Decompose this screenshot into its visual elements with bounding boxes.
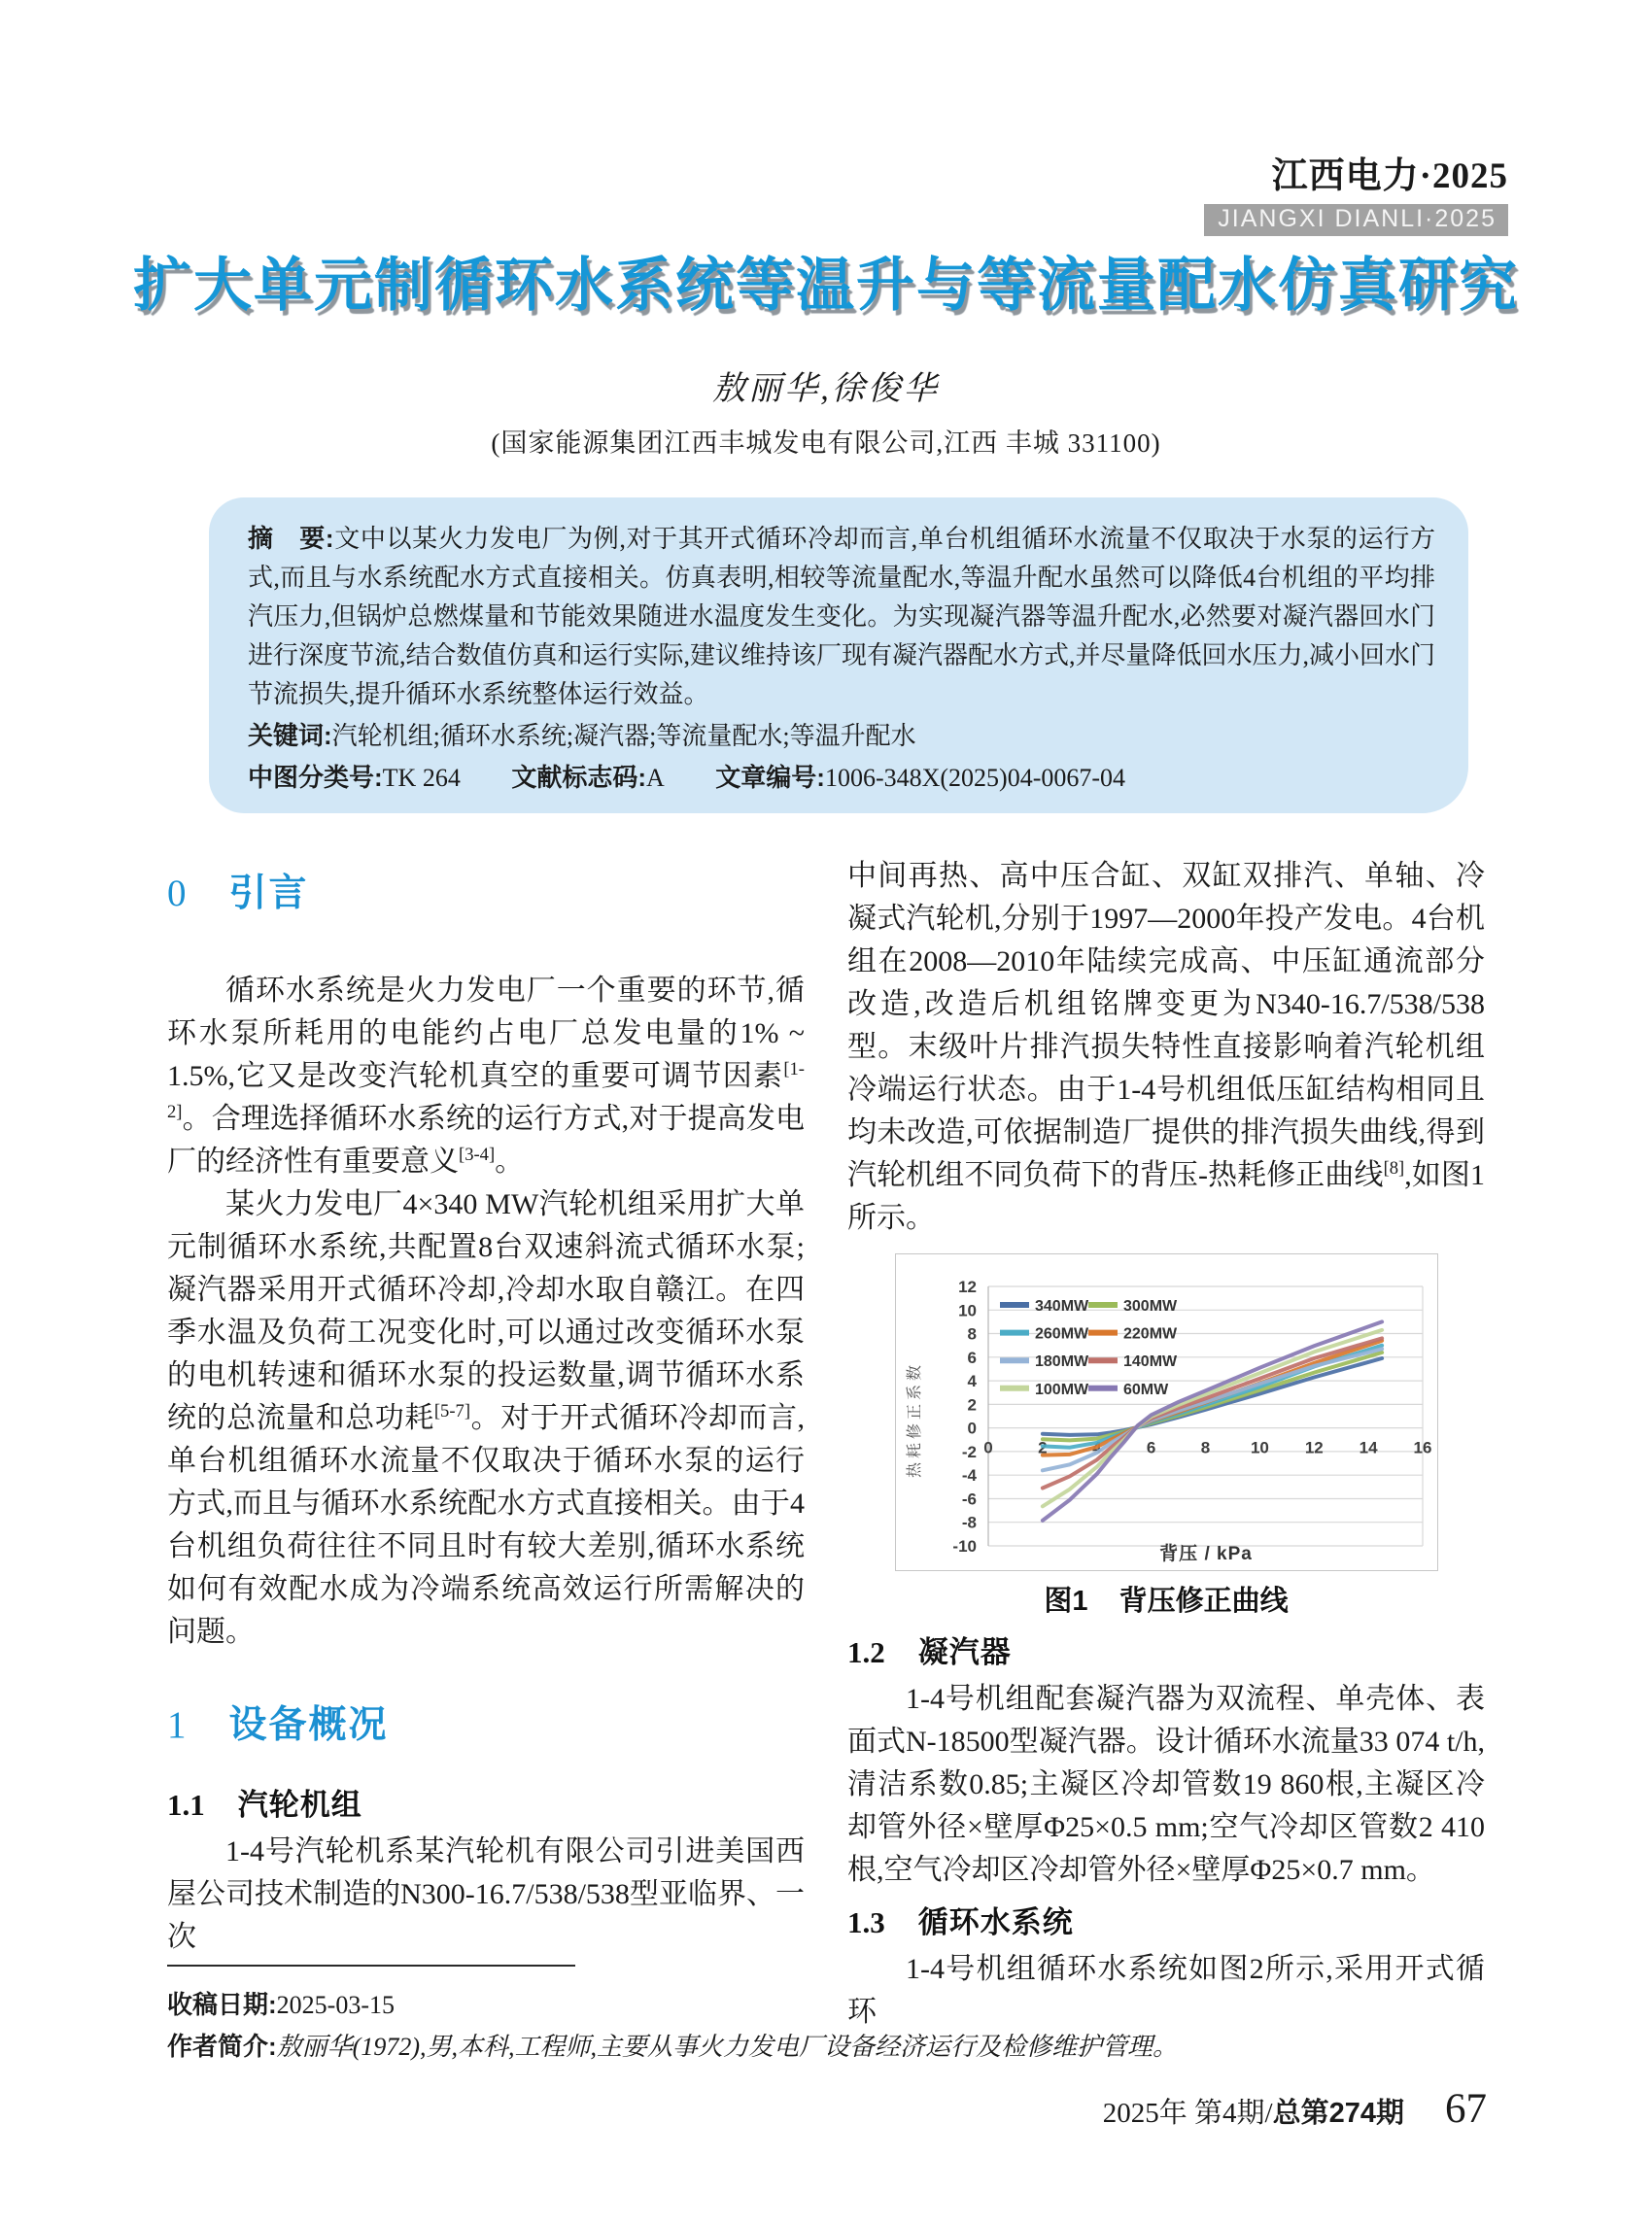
subsection-heading-turbine xyxy=(167,1786,805,1825)
journal-header xyxy=(1204,146,1508,236)
footnote-rule xyxy=(167,1965,575,1967)
svg-text:180MW: 180MW xyxy=(1034,1353,1088,1371)
svg-text:热耗修正系数: 热耗修正系数 xyxy=(906,1360,923,1479)
journal-name-en: JIANGXI DIANLI·2025 xyxy=(1204,204,1508,236)
svg-text:6: 6 xyxy=(1146,1438,1155,1457)
svg-text:12: 12 xyxy=(957,1278,977,1296)
article-title: 扩大单元制循环水系统等温升与等流量配水仿真研究 xyxy=(133,253,1519,318)
subsection-number: 1.2 xyxy=(847,1635,885,1669)
keywords-line xyxy=(248,716,1435,756)
svg-text:220MW: 220MW xyxy=(1122,1325,1177,1343)
author-bio-text: 敖丽华(1972),男,本科,工程师,主要从事火力发电厂设备经济运行及检修维护管理。 xyxy=(276,2033,1178,2061)
abstract-paragraph xyxy=(248,519,1435,714)
svg-text:60MW: 60MW xyxy=(1122,1381,1168,1398)
subsection-number: 1.3 xyxy=(847,1905,885,1939)
intro-paragraph-2: 某火力发电厂4×340 MW汽轮机组采用扩大单元制循环水系统,共配置8台双速斜流式循环水泵;凝汽器采用开式循环冷却,冷却水取自赣江。在四季水温及负荷工况变化时,可以通过改变循环水泵的电机转速和循环水泵的投运数量,调节循环水系统的总流量和总功耗[5-7]。对于开式循环冷却而言,单台机组循环水流量不仅取决于循环水泵的运行方式,而且与循环水系统配水方式直接相关。由于4台机组负荷往往不同且时有较大差别,循环水系统如何有效配水成为冷端系统高效运行所需解决的问题。 xyxy=(167,1188,806,1648)
svg-text:340MW: 340MW xyxy=(1034,1298,1088,1315)
svg-text:-2: -2 xyxy=(961,1442,977,1461)
section-number: 1 xyxy=(167,1704,187,1746)
clc-value: TK 264 xyxy=(382,764,461,792)
clc-group xyxy=(248,764,461,792)
right-column xyxy=(847,855,1485,2034)
svg-text:2: 2 xyxy=(967,1395,977,1415)
doc-code-group xyxy=(511,764,664,792)
page-footer xyxy=(1103,2085,1487,2133)
abstract-box xyxy=(209,497,1468,813)
issue-info-bold: 总第274期 xyxy=(1272,2098,1404,2129)
figure1-caption-text: 背压修正曲线 xyxy=(1119,1586,1289,1617)
subsection-heading-condenser xyxy=(847,1633,1485,1672)
section-heading-equipment xyxy=(167,1702,805,1749)
keywords-text: 汽轮机组;循环水系统;凝汽器;等流量配水;等温升配水 xyxy=(331,722,916,750)
received-date-line xyxy=(167,1984,1382,2026)
section-title: 引言 xyxy=(228,873,309,914)
svg-text:背压 / kPa: 背压 / kPa xyxy=(1158,1544,1253,1564)
received-date-value: 2025-03-15 xyxy=(276,1991,395,2019)
svg-text:-8: -8 xyxy=(961,1513,977,1532)
svg-text:4: 4 xyxy=(967,1372,977,1391)
received-date-label: 收稿日期: xyxy=(167,1990,277,2019)
doc-code-label: 文献标志码: xyxy=(511,763,647,792)
clc-label: 中图分类号: xyxy=(248,763,383,792)
svg-text:100MW: 100MW xyxy=(1034,1381,1088,1398)
turbine-paragraph: 1-4号汽轮机系某汽轮机有限公司引进美国西屋公司技术制造的N300-16.7/538/538型亚临界、一次 xyxy=(167,1835,805,1953)
page-number: 67 xyxy=(1445,2086,1487,2132)
subsection-title: 凝汽器 xyxy=(917,1635,1012,1669)
footnote-block xyxy=(167,1984,1382,2068)
section-heading-intro xyxy=(167,871,805,917)
left-column xyxy=(167,855,805,2034)
subsection-heading-circulating-water xyxy=(847,1903,1485,1942)
circulating-water-paragraph: 1-4号机组循环水系统如图2所示,采用开式循环 xyxy=(847,1953,1485,2028)
svg-text:260MW: 260MW xyxy=(1034,1325,1088,1343)
svg-text:300MW: 300MW xyxy=(1122,1298,1177,1315)
subsection-title: 汽轮机组 xyxy=(237,1788,362,1822)
article-id-label: 文章编号: xyxy=(715,763,825,792)
figure1-chart xyxy=(895,1253,1438,1571)
journal-name-cn-year: ·2025 xyxy=(1419,156,1508,196)
body-columns xyxy=(167,855,1485,2034)
svg-text:-6: -6 xyxy=(961,1490,977,1509)
svg-text:10: 10 xyxy=(957,1301,977,1320)
journal-name-cn-main: 江西电力 xyxy=(1271,155,1420,195)
doc-code-value: A xyxy=(646,764,665,792)
svg-text:8: 8 xyxy=(1200,1438,1210,1457)
abstract-label: 摘 要: xyxy=(248,524,334,553)
article-affiliation: (国家能源集团江西丰城发电有限公司,江西 丰城 331100) xyxy=(491,428,1161,458)
figure1-caption-number: 图1 xyxy=(1044,1586,1088,1617)
svg-text:0: 0 xyxy=(982,1438,993,1457)
svg-text:12: 12 xyxy=(1304,1438,1324,1457)
article-id-value: 1006-348X(2025)04-0067-04 xyxy=(824,764,1126,792)
author-bio-label: 作者简介: xyxy=(167,2032,277,2061)
article-id-group xyxy=(715,764,1125,792)
svg-text:2: 2 xyxy=(1037,1438,1048,1457)
section-title: 设备概况 xyxy=(228,1704,389,1746)
abstract-text: 文中以某火力发电厂为例,对于其开式循环冷却而言,单台机组循环水流量不仅取决于水泵的运行方式,而且与水系统配水方式直接相关。仿真表明,相较等流量配水,等温升配水虽然可以降低4台机组的平均排汽压力,但锅炉总燃煤量和节能效果随进水温度发生变化。为实现凝汽器等温升配水,必然要对凝汽器回水门进行深度节流,结合数值仿真和运行实际,建议维持该厂现有凝汽器配水方式,并尽量降低回水压力,减小回水门节流损失,提升循环水系统整体运行效益。 xyxy=(248,525,1436,708)
subsection-number: 1.1 xyxy=(167,1788,205,1822)
svg-text:140MW: 140MW xyxy=(1122,1353,1177,1371)
turbine-paragraph-continued: 中间再热、高中压合缸、双缸双排汽、单轴、冷凝式汽轮机,分别于1997—2000年投产发电。4台机组在2008—2010年陆续完成高、中压缸通流部分改造,改造后机组铭牌变更为N340-16.7/538/538型。末级叶片排汽损失特性直接影响着汽轮机组冷端运行状态。由于1-4号机组低压缸结构相同且均未改造,可依据制造厂提供的排汽损失曲线,得到汽轮机组不同负荷下的背压-热耗修正曲线[8],如图1所示。 xyxy=(847,860,1485,1234)
keywords-label: 关键词: xyxy=(248,721,332,750)
svg-text:-4: -4 xyxy=(961,1466,977,1486)
condenser-paragraph: 1-4号机组配套凝汽器为双流程、单壳体、表面式N-18500型凝汽器。设计循环水流量33 074 t/h,清洁系数0.85;主凝区冷却管数19 860根,主凝区冷却管外径×壁厚Φ25×0.5 mm;空气冷却区管数2 410根,空气冷却区冷却管外径×壁厚Φ25×0.7 mm。 xyxy=(847,1683,1485,1886)
svg-text:16: 16 xyxy=(1413,1438,1431,1457)
subsection-title: 循环水系统 xyxy=(917,1905,1074,1939)
intro-paragraph-1: 循环水系统是火力发电厂一个重要的环节,循环水泵所耗用的电能约占电厂总发电量的1% ~ 1.5%,它又是改变汽轮机真空的重要可调节因素[1-2]。合理选择循环水系统的运行方式,对于提高发电厂的经济性有重要意义[3-4]。 xyxy=(167,975,805,1178)
article-authors: 敖丽华,徐俊华 xyxy=(712,371,940,407)
svg-text:10: 10 xyxy=(1250,1438,1269,1457)
svg-text:4: 4 xyxy=(1091,1438,1102,1457)
svg-text:6: 6 xyxy=(967,1348,977,1367)
figure1-caption xyxy=(847,1583,1485,1620)
figure1-chart-svg xyxy=(896,1254,1437,1570)
svg-text:0: 0 xyxy=(967,1419,977,1438)
svg-text:8: 8 xyxy=(967,1324,977,1344)
svg-text:-10: -10 xyxy=(951,1537,977,1556)
svg-text:14: 14 xyxy=(1359,1438,1378,1457)
author-bio-line xyxy=(167,2026,1382,2068)
issue-info: 2025年 第4期/ xyxy=(1102,2098,1273,2129)
journal-name-cn xyxy=(1204,146,1508,198)
section-number: 0 xyxy=(167,873,187,914)
classification-line xyxy=(248,758,1435,798)
